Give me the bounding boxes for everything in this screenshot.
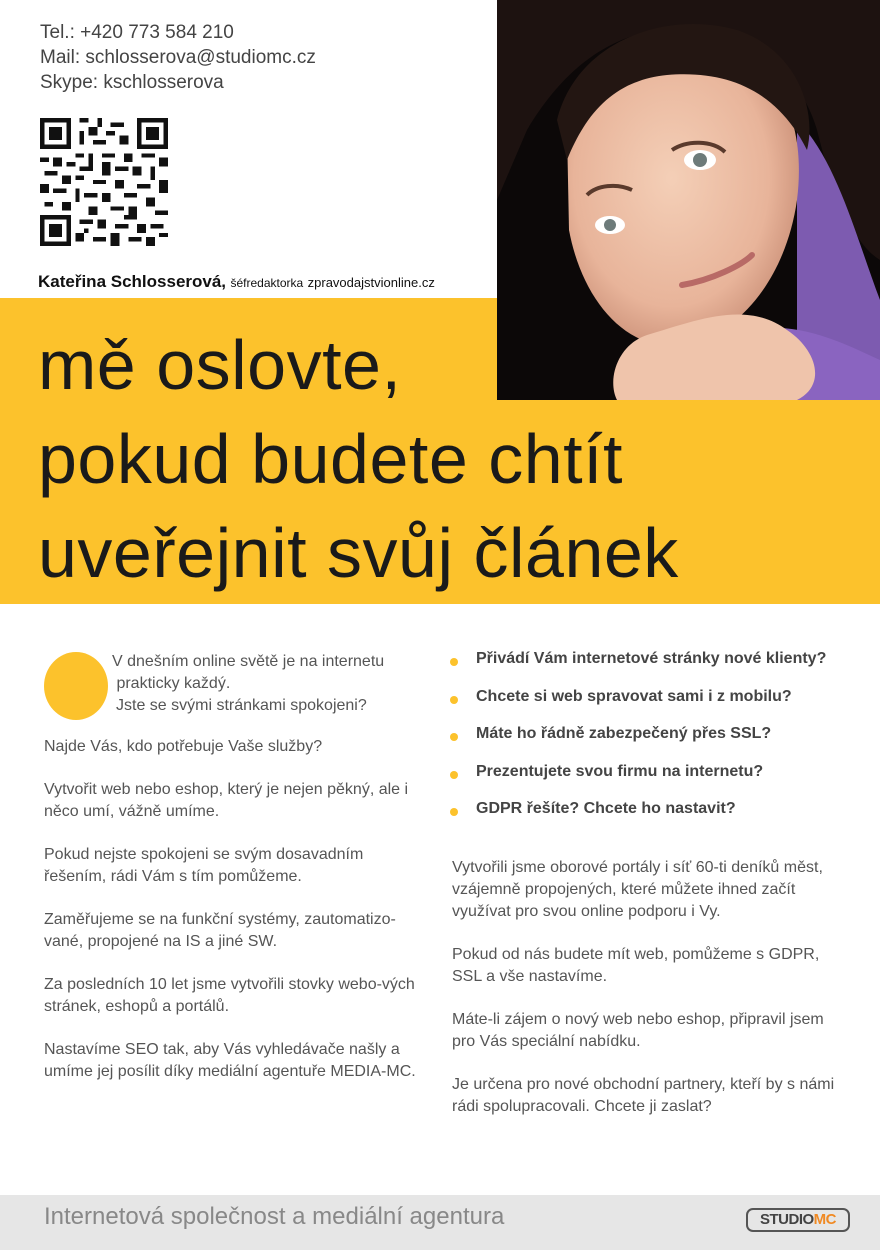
contact-block — [40, 20, 316, 95]
left-paragraph: Nastavíme SEO tak, aby Vás vyhledávače našly a umíme jej posílit díky mediální agentuře MEDIA-MC. — [44, 1041, 416, 1080]
headline — [38, 318, 679, 600]
right-paragraph: Vytvořili jsme oborové portály i síť 60-ti deníků měst, vzájemně propojených, které můžete ihned začít využívat pro svou online podporu i Vy. — [452, 859, 823, 920]
phone: Tel.: +420 773 584 210 — [40, 22, 234, 43]
bullet-text: Máte ho řádně zabezpečený přes SSL? — [476, 725, 772, 742]
qr-code-icon — [40, 118, 168, 246]
author-role: šéfredaktorka — [230, 276, 304, 290]
bullet-dot-icon — [450, 658, 458, 666]
right-paragraph: Je určena pro nové obchodní partnery, kteří by s námi rádi spolupracovali. Chcete ji zaslat? — [452, 1076, 835, 1115]
left-paragraph: Vytvořit web nebo eshop, který je nejen pěkný, ale i něco umí, vážně umíme. — [44, 781, 409, 820]
intro-line-2: prakticky každý. — [112, 675, 231, 692]
intro-line-3: Jste se svými stránkami spokojeni? — [116, 697, 367, 714]
left-paragraph: Zaměřujeme se na funkční systémy, zautomatizo-vané, propojené na IS a jiné SW. — [44, 911, 396, 950]
list-item — [448, 800, 826, 838]
intro-text — [112, 651, 384, 717]
list-item — [448, 725, 826, 763]
intro-line-1: V dnešním online světě je na internetu — [112, 653, 385, 670]
headline-line-2: pokud budete chtít — [38, 420, 623, 498]
bullet-text: GDPR řešíte? Chcete ho nastavit? — [476, 800, 736, 817]
headline-line-3: uveřejnit svůj článek — [38, 514, 679, 592]
footer-tagline: Internetová společnost a mediální agentura — [44, 1203, 505, 1230]
bullet-dot-icon — [450, 733, 458, 741]
bullet-dot-icon — [450, 771, 458, 779]
bullet-text: Přivádí Vám internetové stránky nové klienty? — [476, 650, 827, 667]
question-list — [448, 650, 826, 838]
right-column — [452, 857, 844, 1139]
accent-circle-icon — [44, 652, 108, 720]
email: Mail: schlosserova@studiomc.cz — [40, 47, 316, 68]
studiomc-logo — [746, 1208, 850, 1232]
left-paragraph: Najde Vás, kdo potřebuje Vaše služby? — [44, 738, 323, 755]
list-item — [448, 688, 826, 726]
list-item — [448, 763, 826, 801]
left-paragraph: Za posledních 10 let jsme vytvořili stovky webo-vých stránek, eshopů a portálů. — [44, 976, 415, 1015]
author-name: Kateřina Schlosserová, — [38, 272, 227, 291]
left-column — [44, 736, 429, 1104]
bullet-text: Chcete si web spravovat sami i z mobilu? — [476, 687, 792, 705]
bullet-text: Prezentujete svou firmu na internetu? — [476, 762, 764, 780]
author-site: zpravodajstvionline.cz — [307, 275, 435, 290]
headline-line-1: mě oslovte, — [38, 326, 402, 404]
left-paragraph: Pokud nejste spokojeni se svým dosavadním řešením, rádi Vám s tím pomůžeme. — [44, 846, 364, 885]
logo-text-studio: STUDIO — [760, 1211, 814, 1228]
skype: Skype: kschlosserova — [40, 72, 224, 93]
logo-text-mc: MC — [813, 1211, 836, 1228]
right-paragraph: Máte-li zájem o nový web nebo eshop, připravil jsem pro Vás speciální nabídku. — [452, 1011, 824, 1050]
right-paragraph: Pokud od nás budete mít web, pomůžeme s GDPR, SSL a vše nastavíme. — [452, 946, 820, 985]
bullet-dot-icon — [450, 696, 458, 704]
list-item — [448, 650, 826, 688]
author-line — [38, 272, 435, 292]
bullet-dot-icon — [450, 808, 458, 816]
